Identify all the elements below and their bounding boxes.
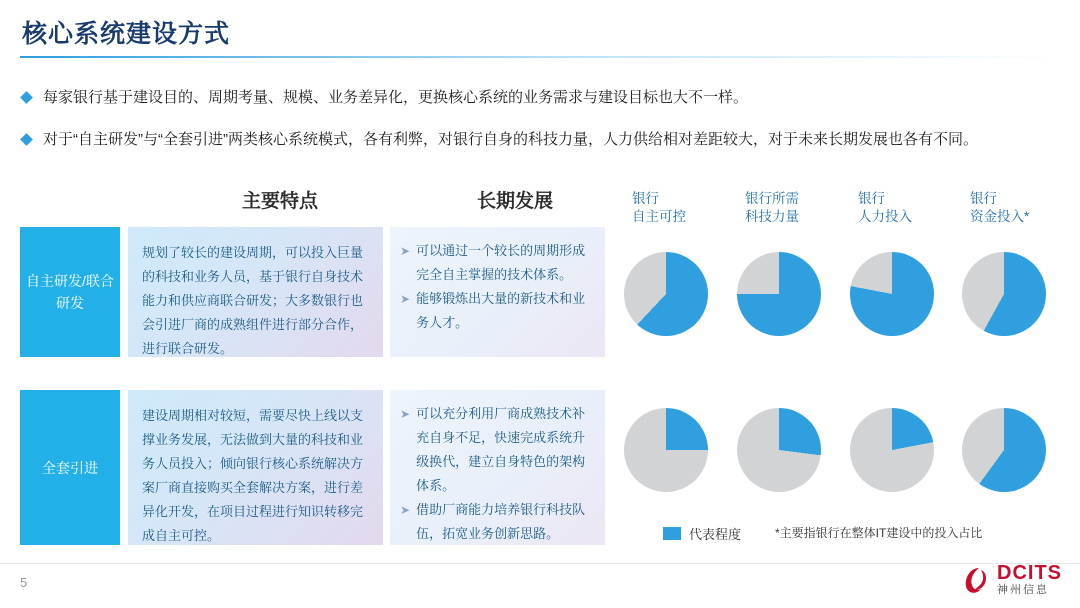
column-header-longterm: 长期发展 [476, 191, 553, 212]
company-logo [961, 563, 1062, 596]
bullet-text: 对于“自主研发”与“全套引进”两类核心系统模式，各有利弊，对银行自身的科技力量，人力供给相对差距较大，对于未来长期发展也各有不同。 [43, 131, 978, 148]
longterm-bullet [400, 287, 593, 335]
logo-sub: 神州信息 [997, 584, 1049, 596]
pie-chart [962, 252, 1046, 336]
pie-header-line: 自主可控 [632, 209, 686, 224]
pie-header-line: 银行 [970, 191, 997, 206]
legend [663, 524, 741, 543]
longterm-bullet-text: 借助厂商能力培养银行科技队伍，拓宽业务创新思路。 [416, 502, 586, 541]
longterm-bullet [400, 402, 593, 498]
pie-chart [737, 408, 821, 492]
pie-column-header-1 [745, 190, 855, 226]
column-header-features: 主要特点 [241, 191, 318, 212]
pie-column-header-3 [970, 190, 1080, 226]
pie-chart [962, 408, 1046, 492]
longterm-bullet [400, 239, 593, 287]
dcits-mark-icon [961, 565, 991, 595]
pie-column-header-0 [632, 190, 742, 226]
pie-header-line: 资金投入* [970, 209, 1030, 224]
pie-header-line: 银行所需 [745, 191, 799, 206]
row-features-card: 规划了较长的建设周期，可以投入巨量的科技和业务人员，基于银行自身技术能力和供应商联合研发；大多数银行也会引进厂商的成熟组件进行部分合作，进行联合研发。 [128, 227, 383, 357]
legend-label: 代表程度 [689, 527, 742, 542]
pie-header-line: 银行 [858, 191, 885, 206]
logo-name: DCITS [997, 562, 1062, 584]
arrow-bullet-icon: ➤ [400, 244, 411, 258]
pie-chart [850, 408, 934, 492]
footer-divider [0, 563, 1080, 564]
bullet-text: 每家银行基于建设目的、周期考量、规模、业务差异化，更换核心系统的业务需求与建设目标也大不一样。 [43, 89, 749, 106]
arrow-bullet-icon: ➤ [400, 503, 411, 517]
row-label-card: 全套引进 [20, 390, 120, 545]
row-longterm-card [390, 390, 605, 545]
pie-header-line: 人力投入 [858, 209, 912, 224]
arrow-bullet-icon: ➤ [400, 292, 411, 306]
diamond-bullet-icon [20, 91, 33, 104]
longterm-bullet-text: 可以充分利用厂商成熟技术补充自身不足，快速完成系统升级换代，建立自身特色的架构体系。 [416, 406, 586, 493]
pie-chart [737, 252, 821, 336]
pie-column-header-2 [858, 190, 968, 226]
legend-swatch-icon [663, 527, 681, 540]
longterm-bullet-text: 可以通过一个较长的周期形成完全自主掌握的技术体系。 [416, 243, 586, 282]
logo-text [997, 563, 1062, 596]
row-features-card: 建设周期相对较短，需要尽快上线以支撑业务发展，无法做到大量的科技和业务人员投入；倾向银行核心系统解决方案厂商直接购买全套解决方案，进行差异化开发，在项目过程进行知识转移完成自主可控。 [128, 390, 383, 545]
pie-header-line: 科技力量 [745, 209, 799, 224]
longterm-bullet-text: 能够锻炼出大量的新技术和业务人才。 [416, 291, 586, 330]
row-longterm-card [390, 227, 605, 357]
diamond-bullet-icon [20, 133, 33, 146]
pie-chart [850, 252, 934, 336]
page-number: 5 [20, 575, 28, 590]
bullet-item [22, 88, 748, 108]
arrow-bullet-icon: ➤ [400, 407, 411, 421]
legend-note: *主要指银行在整体IT建设中的投入占比 [775, 526, 983, 540]
row-label-card: 自主研发/联合研发 [20, 227, 120, 357]
pie-header-line: 银行 [632, 191, 659, 206]
bullet-item [22, 130, 978, 150]
pie-chart [624, 408, 708, 492]
page-title: 核心系统建设方式 [22, 20, 231, 48]
pie-chart [624, 252, 708, 336]
longterm-bullet [400, 498, 593, 546]
title-divider [20, 56, 1060, 58]
